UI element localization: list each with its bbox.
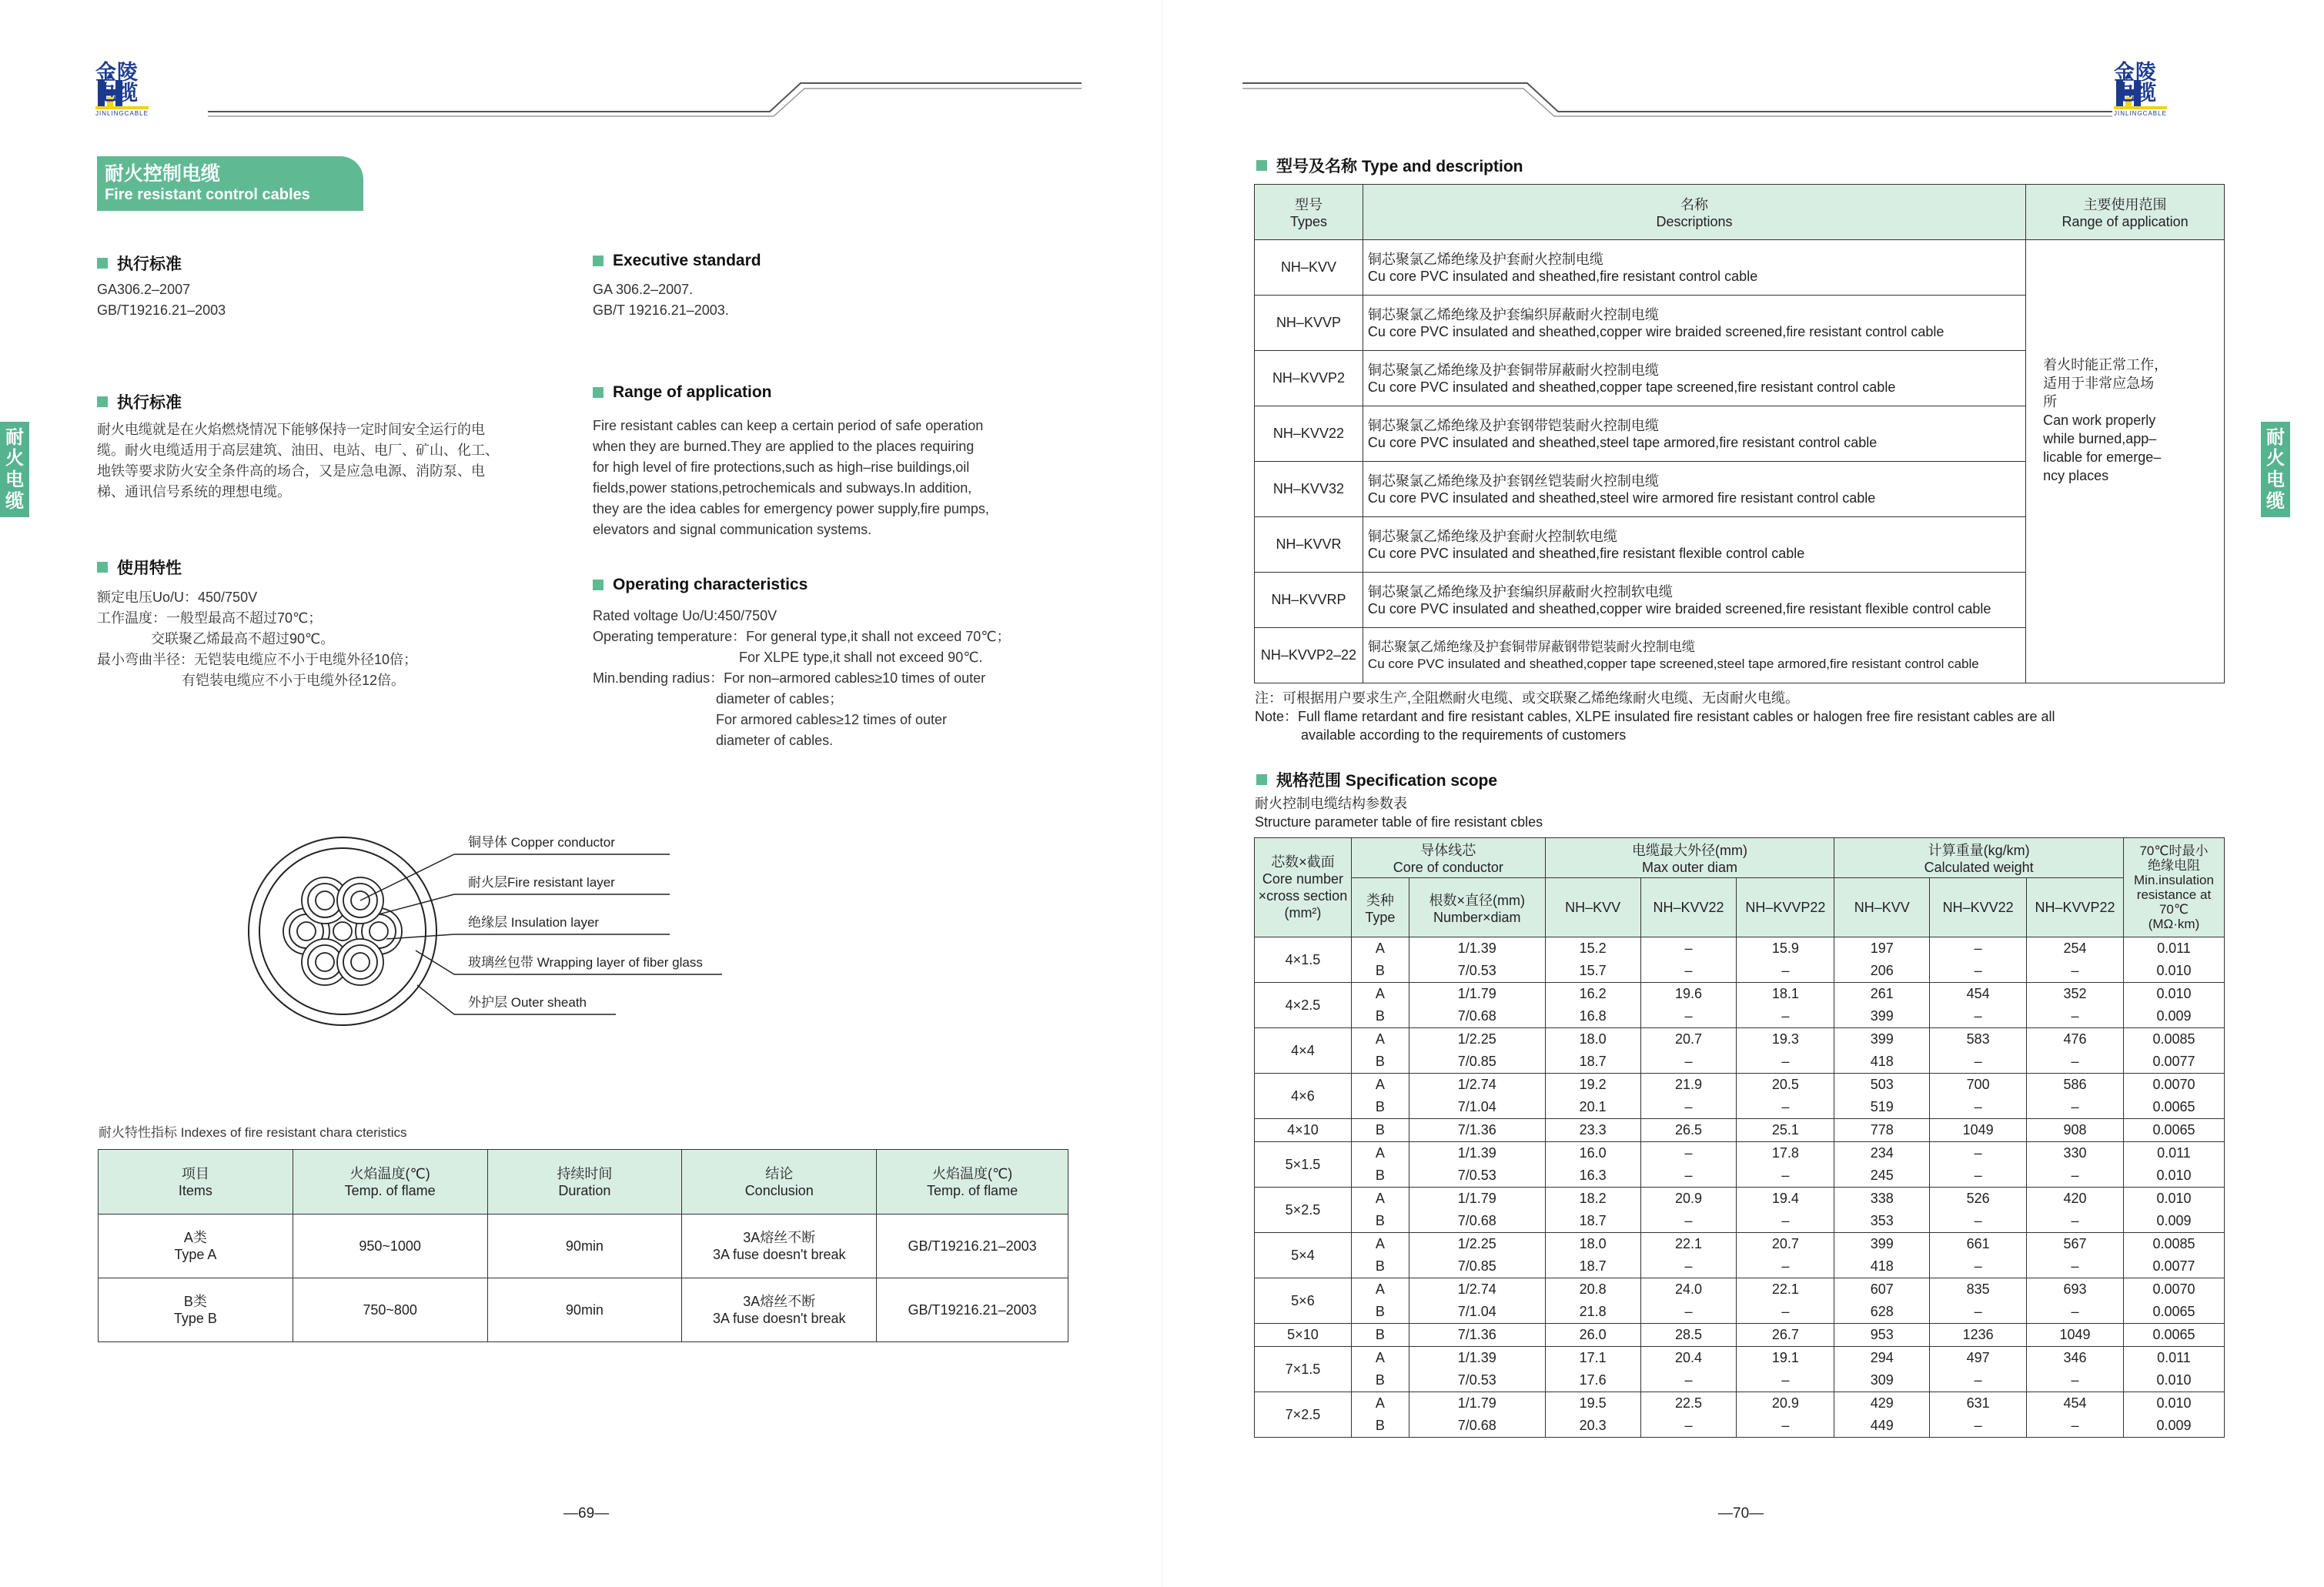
spec-value-cell: 0.010 bbox=[2123, 960, 2224, 983]
table-row bbox=[1255, 1051, 2225, 1074]
table-row bbox=[1255, 1415, 2225, 1438]
spec-value-cell: – bbox=[1640, 1301, 1737, 1324]
diagram-label-wrapping-layer: 玻璃丝包带 Wrapping layer of fiber glass bbox=[468, 955, 703, 970]
range-of-application-cell: 着火时能正常工作， 适用于非常应急场 所 Can work properly while burned,app– licable for emerge– ncy places bbox=[2026, 240, 2225, 683]
spec-value-cell: A bbox=[1351, 983, 1409, 1006]
spec-size-cell: 4×6 bbox=[1255, 1074, 1352, 1119]
spec-value-cell: 418 bbox=[1834, 1255, 1930, 1278]
spec-value-cell: – bbox=[2027, 960, 2124, 983]
spec-header-row-1: 芯数×截面 Core number ×cross section (mm²) 导体线芯 Core of conductor 电缆最大外径(mm) Max outer diam 计算重量(kg/km) Calculated weight 70℃时最小 绝缘电阻 Min.insulation resistance at 70℃ (MΩ·km) bbox=[1255, 838, 2225, 878]
spec-value-cell: A bbox=[1351, 1233, 1409, 1256]
spec-value-cell: 7/0.53 bbox=[1409, 1369, 1545, 1392]
spec-value-cell: 20.4 bbox=[1640, 1347, 1737, 1370]
table-row bbox=[1255, 1369, 2225, 1392]
spec-value-cell: 7/1.04 bbox=[1409, 1096, 1545, 1119]
spec-value-cell: 19.1 bbox=[1737, 1347, 1834, 1370]
spec-value-cell: 15.7 bbox=[1545, 960, 1640, 983]
spec-value-cell: – bbox=[1737, 1255, 1834, 1278]
spec-value-cell: 835 bbox=[1930, 1278, 2027, 1301]
spec-value-cell: 19.6 bbox=[1640, 983, 1737, 1006]
brand-logo-left bbox=[95, 60, 149, 117]
fire-table-header-row bbox=[99, 1150, 1068, 1214]
spec-value-cell: – bbox=[2027, 1164, 2124, 1188]
spec-value-cell: B bbox=[1351, 1301, 1409, 1324]
spec-value-cell: 22.5 bbox=[1640, 1392, 1737, 1415]
table-row bbox=[1255, 1278, 2225, 1301]
spec-value-cell: 0.011 bbox=[2123, 937, 2224, 961]
spec-value-cell: B bbox=[1351, 1164, 1409, 1188]
spec-value-cell: 503 bbox=[1834, 1074, 1930, 1097]
spec-value-cell: 7/0.68 bbox=[1409, 1005, 1545, 1028]
spec-value-cell: B bbox=[1351, 1096, 1409, 1119]
spec-value-cell: 0.0077 bbox=[2123, 1051, 2224, 1074]
spec-value-cell: 0.0077 bbox=[2123, 1255, 2224, 1278]
spec-value-cell: B bbox=[1351, 1210, 1409, 1233]
spec-value-cell: 0.010 bbox=[2123, 1392, 2224, 1415]
spec-value-cell: – bbox=[1737, 1301, 1834, 1324]
section-title-cn: 耐火控制电缆 bbox=[105, 163, 221, 185]
spec-value-cell: – bbox=[2027, 1415, 2124, 1438]
spec-value-cell: 20.8 bbox=[1545, 1278, 1640, 1301]
brand-name-en: JINLINGCABLE bbox=[2114, 106, 2167, 117]
spec-value-cell: 309 bbox=[1834, 1369, 1930, 1392]
header-rule-right bbox=[1242, 73, 2112, 119]
spec-value-cell: B bbox=[1351, 1119, 1409, 1142]
exec-std-cn-text: GA306.2–2007 GB/T19216.21–2003 bbox=[97, 282, 226, 318]
table-row: A类 Type A 950~1000 90min 3A熔丝不断 3A fuse doesn't break GB/T19216.21–2003 bbox=[99, 1214, 1068, 1278]
spec-value-cell: B bbox=[1351, 1255, 1409, 1278]
spec-size-cell: 5×2.5 bbox=[1255, 1188, 1352, 1233]
spec-value-cell: 26.7 bbox=[1737, 1324, 1834, 1347]
spec-value-cell: B bbox=[1351, 1324, 1409, 1347]
spec-value-cell: 0.0085 bbox=[2123, 1233, 2224, 1256]
spec-value-cell: 26.5 bbox=[1640, 1119, 1737, 1142]
spec-value-cell: 20.3 bbox=[1545, 1415, 1640, 1438]
spec-value-cell: 0.0070 bbox=[2123, 1074, 2224, 1097]
op-cn-text: 额定电压Uo/U：450/750V 工作温度：一般型最高不超过70℃； 交联聚乙烯最高不超过90℃。 最小弯曲半径：无铠装电缆应不小于电缆外径10倍； 有铠装电缆应不小于电缆外径12倍。 bbox=[97, 590, 418, 688]
diagram-label-insulation-layer: 绝缘层 Insulation layer bbox=[468, 915, 600, 930]
spec-value-cell: 693 bbox=[2027, 1278, 2124, 1301]
spec-value-cell: 19.5 bbox=[1545, 1392, 1640, 1415]
spec-value-cell: – bbox=[1930, 937, 2027, 961]
table-row bbox=[1255, 937, 2225, 961]
spec-value-cell: 16.0 bbox=[1545, 1142, 1640, 1165]
spec-value-cell: – bbox=[1640, 1164, 1737, 1188]
spec-value-cell: 18.0 bbox=[1545, 1233, 1640, 1256]
table-row bbox=[1255, 1324, 2225, 1347]
spec-value-cell: A bbox=[1351, 937, 1409, 961]
spec-value-cell: – bbox=[2027, 1301, 2124, 1324]
spec-value-cell: – bbox=[1737, 1005, 1834, 1028]
spec-value-cell: – bbox=[1640, 1369, 1737, 1392]
spec-value-cell: 953 bbox=[1834, 1324, 1930, 1347]
spec-value-cell: 449 bbox=[1834, 1415, 1930, 1438]
diagram-label-fire-resistant-layer: 耐火层Fire resistant layer bbox=[468, 875, 615, 890]
spec-value-cell: 346 bbox=[2027, 1347, 2124, 1370]
page-number-left: —69— bbox=[563, 1505, 610, 1522]
type-table-header-row: 型号 Types 名称 Descriptions 主要使用范围 Range of application bbox=[1255, 185, 2225, 240]
brand-name: 金陵电缆 bbox=[2114, 60, 2157, 105]
spec-value-cell: 420 bbox=[2027, 1188, 2124, 1211]
spec-value-cell: – bbox=[1737, 1415, 1834, 1438]
fire-col-conclusion: 结论 Conclusion bbox=[682, 1150, 877, 1214]
fire-table-caption: 耐火特性指标 Indexes of fire resistant chara cteristics bbox=[99, 1125, 407, 1140]
spec-value-cell: 15.2 bbox=[1545, 937, 1640, 961]
fire-resistance-table bbox=[98, 1149, 1068, 1342]
spec-value-cell: 497 bbox=[1930, 1347, 2027, 1370]
spec-size-cell: 5×10 bbox=[1255, 1324, 1352, 1347]
spec-value-cell: 661 bbox=[1930, 1233, 2027, 1256]
spec-value-cell: – bbox=[2027, 1005, 2124, 1028]
spec-value-cell: – bbox=[1640, 937, 1737, 961]
spec-value-cell: 0.0065 bbox=[2123, 1301, 2224, 1324]
spec-table-body bbox=[1255, 838, 2225, 1438]
fire-col-standard: 火焰温度(℃) Temp. of flame bbox=[877, 1150, 1068, 1214]
range-en-heading: Range of application bbox=[593, 383, 772, 402]
spec-value-cell: 18.7 bbox=[1545, 1051, 1640, 1074]
spec-value-cell: 399 bbox=[1834, 1005, 1930, 1028]
spec-value-cell: 352 bbox=[2027, 983, 2124, 1006]
spec-value-cell: 20.9 bbox=[1640, 1188, 1737, 1211]
spec-value-cell: A bbox=[1351, 1142, 1409, 1165]
spec-size-cell: 5×6 bbox=[1255, 1278, 1352, 1324]
spec-value-cell: 206 bbox=[1834, 960, 1930, 983]
spec-value-cell: 0.010 bbox=[2123, 1369, 2224, 1392]
table-row bbox=[1255, 983, 2225, 1006]
spec-value-cell: B bbox=[1351, 1051, 1409, 1074]
table-row bbox=[1255, 1005, 2225, 1028]
page-number-right: —70— bbox=[1718, 1505, 1764, 1522]
spec-value-cell: – bbox=[2027, 1210, 2124, 1233]
spec-value-cell: – bbox=[1930, 1164, 2027, 1188]
spec-value-cell: 1/2.74 bbox=[1409, 1278, 1545, 1301]
spec-value-cell: 22.1 bbox=[1737, 1278, 1834, 1301]
exec-std-en-heading: Executive standard bbox=[593, 252, 761, 270]
spec-value-cell: 20.1 bbox=[1545, 1096, 1640, 1119]
spec-value-cell: 20.9 bbox=[1737, 1392, 1834, 1415]
spec-value-cell: 1049 bbox=[1930, 1119, 2027, 1142]
spec-value-cell: 17.6 bbox=[1545, 1369, 1640, 1392]
spec-header-row-2: 类种 Type 根数×直径(mm) Number×diam NH–KVV NH–KVV22 NH–KVVP22 NH–KVV NH–KVV22 NH–KVVP22 bbox=[1255, 878, 2225, 937]
spec-value-cell: 0.0070 bbox=[2123, 1278, 2224, 1301]
side-tab-right: 耐 火 电 缆 bbox=[2261, 422, 2290, 517]
table-row bbox=[1255, 1210, 2225, 1233]
spec-value-cell: B bbox=[1351, 1415, 1409, 1438]
table-row bbox=[1255, 1119, 2225, 1142]
spec-value-cell: 0.009 bbox=[2123, 1210, 2224, 1233]
spec-value-cell: B bbox=[1351, 960, 1409, 983]
spec-value-cell: 908 bbox=[2027, 1119, 2124, 1142]
table-row bbox=[1255, 1074, 2225, 1097]
spec-size-cell: 5×1.5 bbox=[1255, 1142, 1352, 1188]
table-row bbox=[1255, 1028, 2225, 1051]
spec-value-cell: 1/1.79 bbox=[1409, 1392, 1545, 1415]
spec-value-cell: – bbox=[1640, 1142, 1737, 1165]
side-tab-left: 耐 火 电 缆 bbox=[0, 422, 29, 517]
op-en-heading: Operating characteristics bbox=[593, 576, 808, 594]
spec-value-cell: 20.5 bbox=[1737, 1074, 1834, 1097]
table-row bbox=[1255, 1164, 2225, 1188]
section-title-en: Fire resistant control cables bbox=[105, 186, 310, 203]
spec-value-cell: 7/0.68 bbox=[1409, 1415, 1545, 1438]
spec-value-cell: – bbox=[2027, 1051, 2124, 1074]
spec-value-cell: – bbox=[1930, 1415, 2027, 1438]
spec-value-cell: 19.4 bbox=[1737, 1188, 1834, 1211]
spec-value-cell: 1236 bbox=[1930, 1324, 2027, 1347]
spec-value-cell: 583 bbox=[1930, 1028, 2027, 1051]
spec-value-cell: A bbox=[1351, 1074, 1409, 1097]
spec-value-cell: A bbox=[1351, 1188, 1409, 1211]
spec-size-cell: 7×1.5 bbox=[1255, 1347, 1352, 1392]
spec-value-cell: 245 bbox=[1834, 1164, 1930, 1188]
spec-value-cell: – bbox=[1737, 1164, 1834, 1188]
table-row bbox=[1255, 1142, 2225, 1165]
spec-value-cell: – bbox=[1737, 1210, 1834, 1233]
spec-value-cell: 330 bbox=[2027, 1142, 2124, 1165]
spec-value-cell: – bbox=[1930, 1369, 2027, 1392]
table-notes: 注：可根据用户要求生产,全阻燃耐火电缆、或交联聚乙烯绝缘耐火电缆、无卤耐火电缆。 Note：Full flame retardant and fire resistant cables, XLPE insulated fire resistant cables or halogen free fire resistant cables are all available according to the requirements of customers bbox=[1255, 690, 2055, 743]
spec-value-cell: – bbox=[1640, 1096, 1737, 1119]
spec-size-cell: 4×10 bbox=[1255, 1119, 1352, 1142]
table-row bbox=[1255, 1096, 2225, 1119]
spec-value-cell: – bbox=[2027, 1096, 2124, 1119]
spec-value-cell: 0.011 bbox=[2123, 1347, 2224, 1370]
spec-value-cell: – bbox=[1930, 1005, 2027, 1028]
spec-value-cell: 18.1 bbox=[1737, 983, 1834, 1006]
range-cn-heading: 执行标准 bbox=[97, 390, 182, 413]
spec-value-cell: – bbox=[1737, 1051, 1834, 1074]
fire-col-temp: 火焰温度(℃) Temp. of flame bbox=[293, 1150, 487, 1214]
table-row: NH–KVVRP 铜芯聚氯乙烯绝缘及护套编织屏蔽耐火控制软电缆 Cu core PVC insulated and sheathed,copper wire braided screened,fire resistant flexible control cable bbox=[1255, 573, 2225, 628]
cable-cross-section-diagram bbox=[208, 816, 731, 1047]
spec-value-cell: 18.2 bbox=[1545, 1188, 1640, 1211]
spec-value-cell: – bbox=[1930, 1051, 2027, 1074]
spec-value-cell: 1/1.39 bbox=[1409, 1347, 1545, 1370]
fire-col-duration: 持续时间 Duration bbox=[487, 1150, 682, 1214]
spec-size-cell: 4×2.5 bbox=[1255, 983, 1352, 1028]
spec-value-cell: – bbox=[1930, 960, 2027, 983]
table-row bbox=[1255, 960, 2225, 983]
op-cn-heading: 使用特性 bbox=[97, 556, 182, 579]
spec-value-cell: – bbox=[1640, 1210, 1737, 1233]
spec-value-cell: – bbox=[1737, 1369, 1834, 1392]
spec-value-cell: 0.0065 bbox=[2123, 1119, 2224, 1142]
op-en-text: Rated voltage Uo/U:450/750V Operating temperature：For general type,it shall not exceed 70℃； For XLPE type,it shall not exceed 90℃. Min.bending radius：For non–armored cables≥10 times of outer diameter of cables； For armored cables≥12 times of outer diameter of cables. bbox=[593, 608, 1011, 748]
table-row: NH–KVVR 铜芯聚氯乙烯绝缘及护套耐火控制软电缆 Cu core PVC insulated and sheathed,fire resistant flexible control cable bbox=[1255, 517, 2225, 573]
spec-caption: 耐火控制电缆结构参数表 Structure parameter table of fire resistant cbles bbox=[1255, 796, 1543, 830]
spec-value-cell: 234 bbox=[1834, 1142, 1930, 1165]
spec-value-cell: 476 bbox=[2027, 1028, 2124, 1051]
spec-value-cell: 17.1 bbox=[1545, 1347, 1640, 1370]
table-row bbox=[1255, 1392, 2225, 1415]
spec-value-cell: – bbox=[1640, 1005, 1737, 1028]
spec-value-cell: 261 bbox=[1834, 983, 1930, 1006]
spec-value-cell: – bbox=[2027, 1369, 2124, 1392]
spec-value-cell: – bbox=[1930, 1142, 2027, 1165]
spec-size-cell: 5×4 bbox=[1255, 1233, 1352, 1278]
spec-value-cell: 18.7 bbox=[1545, 1210, 1640, 1233]
spec-value-cell: 19.2 bbox=[1545, 1074, 1640, 1097]
spec-value-cell: 0.0065 bbox=[2123, 1096, 2224, 1119]
spec-value-cell: 0.011 bbox=[2123, 1142, 2224, 1165]
spec-value-cell: 429 bbox=[1834, 1392, 1930, 1415]
spec-value-cell: 7/0.68 bbox=[1409, 1210, 1545, 1233]
section-title bbox=[97, 156, 363, 211]
table-row bbox=[1255, 1255, 2225, 1278]
specification-table bbox=[1254, 837, 2225, 1438]
spec-value-cell: 15.9 bbox=[1737, 937, 1834, 961]
spec-value-cell: 607 bbox=[1834, 1278, 1930, 1301]
spec-value-cell: 7/0.53 bbox=[1409, 960, 1545, 983]
spec-value-cell: 16.3 bbox=[1545, 1164, 1640, 1188]
spec-value-cell: – bbox=[2027, 1255, 2124, 1278]
range-en-text: Fire resistant cables can keep a certain period of safe operation when they are burned.They are applied to the places requiring for high level of fire protections,such as high–rise buildings,oil fields,power stations,petrochemicals and subways.In addition, they are the idea cables for emergency power supply,fire pumps, elevators and signal communication systems. bbox=[593, 418, 989, 537]
spec-value-cell: 454 bbox=[1930, 983, 2027, 1006]
spec-value-cell: – bbox=[1640, 1415, 1737, 1438]
spec-value-cell: B bbox=[1351, 1005, 1409, 1028]
table-row bbox=[1255, 1347, 2225, 1370]
brand-name: 金陵电缆 bbox=[95, 60, 139, 105]
spec-value-cell: 1/2.74 bbox=[1409, 1074, 1545, 1097]
brand-name-en: JINLINGCABLE bbox=[95, 106, 149, 117]
spec-value-cell: – bbox=[1640, 960, 1737, 983]
spec-value-cell: 0.010 bbox=[2123, 1164, 2224, 1188]
spec-value-cell: 778 bbox=[1834, 1119, 1930, 1142]
spec-value-cell: 1/2.25 bbox=[1409, 1233, 1545, 1256]
spec-value-cell: 7/0.85 bbox=[1409, 1255, 1545, 1278]
table-row: NH–KVVP 铜芯聚氯乙烯绝缘及护套编织屏蔽耐火控制电缆 Cu core PVC insulated and sheathed,copper wire braided screened,fire resistant control cable bbox=[1255, 296, 2225, 351]
spec-value-cell: 18.0 bbox=[1545, 1028, 1640, 1051]
spec-value-cell: 20.7 bbox=[1640, 1028, 1737, 1051]
spec-value-cell: 18.7 bbox=[1545, 1255, 1640, 1278]
spec-value-cell: 19.3 bbox=[1737, 1028, 1834, 1051]
spec-value-cell: 23.3 bbox=[1545, 1119, 1640, 1142]
spec-value-cell: – bbox=[1640, 1255, 1737, 1278]
spec-value-cell: 1049 bbox=[2027, 1324, 2124, 1347]
spec-size-cell: 4×1.5 bbox=[1255, 937, 1352, 983]
spec-value-cell: 7/1.36 bbox=[1409, 1324, 1545, 1347]
spec-value-cell: 254 bbox=[2027, 937, 2124, 961]
spec-value-cell: 24.0 bbox=[1640, 1278, 1737, 1301]
spec-value-cell: 26.0 bbox=[1545, 1324, 1640, 1347]
spec-value-cell: 0.010 bbox=[2123, 983, 2224, 1006]
spec-size-cell: 4×4 bbox=[1255, 1028, 1352, 1074]
diagram-label-copper-conductor: 铜导体 Copper conductor bbox=[468, 835, 615, 850]
spec-value-cell: 0.0065 bbox=[2123, 1324, 2224, 1347]
spec-value-cell: 519 bbox=[1834, 1096, 1930, 1119]
spec-value-cell: 0.009 bbox=[2123, 1415, 2224, 1438]
type-description-table bbox=[1254, 184, 2225, 683]
spec-value-cell: 1/1.79 bbox=[1409, 1188, 1545, 1211]
table-row bbox=[1255, 1188, 2225, 1211]
spec-value-cell: 1/1.79 bbox=[1409, 983, 1545, 1006]
spec-value-cell: 338 bbox=[1834, 1188, 1930, 1211]
spec-value-cell: 1/2.25 bbox=[1409, 1028, 1545, 1051]
spec-value-cell: 28.5 bbox=[1640, 1324, 1737, 1347]
table-row bbox=[1255, 1233, 2225, 1256]
table-row: B类 Type B 750~800 90min 3A熔丝不断 3A fuse doesn't break GB/T19216.21–2003 bbox=[99, 1278, 1068, 1342]
table-row bbox=[1255, 1301, 2225, 1324]
spec-value-cell: – bbox=[1737, 1096, 1834, 1119]
spec-value-cell: 197 bbox=[1834, 937, 1930, 961]
table-row: NH–KVVP2 铜芯聚氯乙烯绝缘及护套铜带屏蔽耐火控制电缆 Cu core PVC insulated and sheathed,copper tape screened,fire resistant control cable bbox=[1255, 351, 2225, 406]
spec-value-cell: B bbox=[1351, 1369, 1409, 1392]
range-cn-text: 耐火电缆就是在火焰燃烧情况下能够保持一定时间安全运行的电 缆。耐火电缆适用于高层建筑、油田、电站、电厂、矿山、化工、 地铁等要求防火安全条件高的场合，又是应急电源、消防泵、电 梯、通讯信号系统的理想电缆。 bbox=[97, 422, 499, 499]
spec-value-cell: 454 bbox=[2027, 1392, 2124, 1415]
spec-value-cell: 631 bbox=[1930, 1392, 2027, 1415]
spec-value-cell: 0.009 bbox=[2123, 1005, 2224, 1028]
spec-value-cell: 700 bbox=[1930, 1074, 2027, 1097]
spec-value-cell: 1/1.39 bbox=[1409, 1142, 1545, 1165]
spec-value-cell: 418 bbox=[1834, 1051, 1930, 1074]
spec-value-cell: – bbox=[1930, 1255, 2027, 1278]
spec-value-cell: 1/1.39 bbox=[1409, 937, 1545, 961]
spec-scope-heading: 规格范围 Specification scope bbox=[1256, 768, 1497, 791]
spec-value-cell: 21.9 bbox=[1640, 1074, 1737, 1097]
spec-size-cell: 7×2.5 bbox=[1255, 1392, 1352, 1438]
spec-value-cell: – bbox=[1737, 960, 1834, 983]
spec-value-cell: 16.2 bbox=[1545, 983, 1640, 1006]
spec-value-cell: 7/0.85 bbox=[1409, 1051, 1545, 1074]
spec-value-cell: 22.1 bbox=[1640, 1233, 1737, 1256]
spec-value-cell: 353 bbox=[1834, 1210, 1930, 1233]
type-description-heading: 型号及名称 Type and description bbox=[1256, 154, 1523, 177]
spec-value-cell: 7/0.53 bbox=[1409, 1164, 1545, 1188]
spec-value-cell: 7/1.36 bbox=[1409, 1119, 1545, 1142]
spec-value-cell: – bbox=[1930, 1096, 2027, 1119]
diagram-label-outer-sheath: 外护层 Outer sheath bbox=[468, 995, 587, 1010]
spec-value-cell: 25.1 bbox=[1737, 1119, 1834, 1142]
header-rule-left bbox=[208, 73, 1082, 119]
spec-value-cell: – bbox=[1640, 1051, 1737, 1074]
spec-value-cell: 21.8 bbox=[1545, 1301, 1640, 1324]
spec-value-cell: – bbox=[1930, 1210, 2027, 1233]
spec-value-cell: 399 bbox=[1834, 1233, 1930, 1256]
fire-col-items: 项目 Items bbox=[99, 1150, 293, 1214]
table-row: NH–KVVP2–22 铜芯聚氯乙烯绝缘及护套铜带屏蔽钢带铠装耐火控制电缆 Cu core PVC insulated and sheathed,copper tape screened,steel tape armored,fire resistant control cable bbox=[1255, 628, 2225, 683]
exec-std-cn-heading: 执行标准 bbox=[97, 252, 182, 275]
spec-value-cell: 399 bbox=[1834, 1028, 1930, 1051]
spec-value-cell: A bbox=[1351, 1392, 1409, 1415]
spec-value-cell: 0.010 bbox=[2123, 1188, 2224, 1211]
spec-value-cell: 526 bbox=[1930, 1188, 2027, 1211]
spec-value-cell: 17.8 bbox=[1737, 1142, 1834, 1165]
spec-value-cell: A bbox=[1351, 1028, 1409, 1051]
spec-value-cell: 567 bbox=[2027, 1233, 2124, 1256]
exec-std-en-text: GA 306.2–2007. GB/T 19216.21–2003. bbox=[593, 282, 729, 318]
spec-value-cell: 294 bbox=[1834, 1347, 1930, 1370]
spec-value-cell: 20.7 bbox=[1737, 1233, 1834, 1256]
spec-value-cell: 0.0085 bbox=[2123, 1028, 2224, 1051]
table-row: NH–KVV22 铜芯聚氯乙烯绝缘及护套钢带铠装耐火控制电缆 Cu core PVC insulated and sheathed,steel tape armored,fire resistant control cable bbox=[1255, 406, 2225, 462]
spec-value-cell: 586 bbox=[2027, 1074, 2124, 1097]
spec-value-cell: 16.8 bbox=[1545, 1005, 1640, 1028]
table-row: NH–KVV 铜芯聚氯乙烯绝缘及护套耐火控制电缆 Cu core PVC insulated and sheathed,fire resistant control cable 着火时能正常工作， 适用于非常应急场 所 Can work properly while burned,app– licable for emerge– ncy places bbox=[1255, 240, 2225, 296]
brand-logo-right bbox=[2114, 60, 2167, 117]
spec-value-cell: – bbox=[1930, 1301, 2027, 1324]
spec-value-cell: 628 bbox=[1834, 1301, 1930, 1324]
spec-value-cell: A bbox=[1351, 1278, 1409, 1301]
spec-value-cell: A bbox=[1351, 1347, 1409, 1370]
table-row: NH–KVV32 铜芯聚氯乙烯绝缘及护套钢丝铠装耐火控制电缆 Cu core PVC insulated and sheathed,steel wire armored fire resistant control cable bbox=[1255, 462, 2225, 517]
spec-value-cell: 7/1.04 bbox=[1409, 1301, 1545, 1324]
